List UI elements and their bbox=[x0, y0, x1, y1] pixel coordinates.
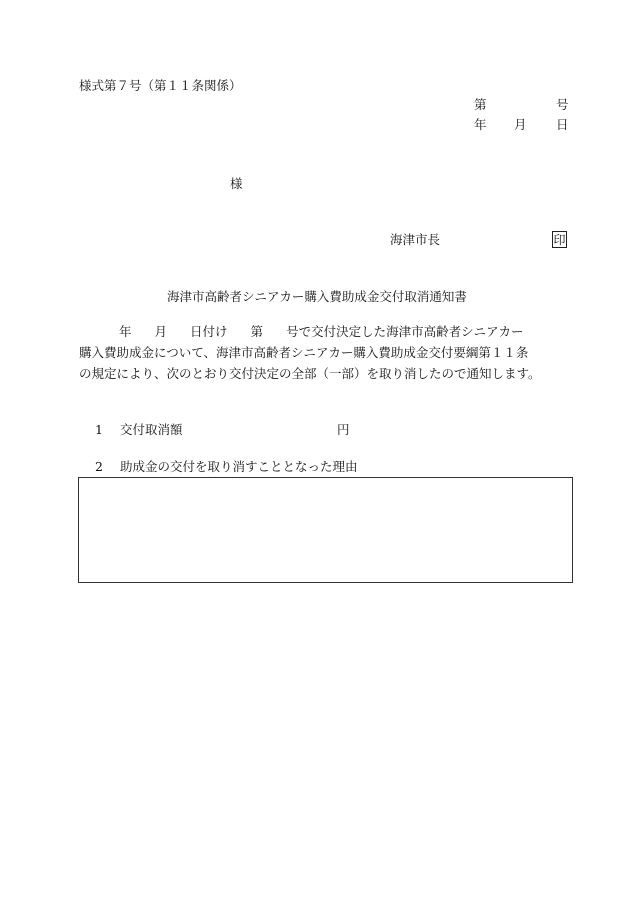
body-dated-label: 日付け bbox=[190, 324, 228, 339]
recipient-honorific: 様 bbox=[230, 176, 243, 191]
issue-number-suffix: 号 bbox=[556, 97, 569, 112]
issuer-title: 海津市長 bbox=[390, 232, 441, 247]
body-line-1-rest: 号で交付決定した海津市高齢者シニアカー bbox=[286, 324, 524, 339]
document-title: 海津市高齢者シニアカー購入費助成金交付取消通知書 bbox=[167, 289, 467, 304]
date-year-label: 年 bbox=[474, 117, 487, 132]
item-2-number: 2 bbox=[95, 459, 103, 474]
seal-stamp: 印 bbox=[553, 232, 566, 247]
body-line-1 bbox=[79, 326, 523, 339]
form-number: 様式第７号（第１１条関係） bbox=[79, 78, 242, 93]
body-number-prefix: 第 bbox=[250, 324, 264, 339]
issue-number-label: 第 bbox=[474, 97, 487, 112]
reason-box[interactable] bbox=[78, 477, 573, 583]
item-1-unit: 円 bbox=[337, 422, 350, 437]
body-line-2: 購入費助成金について、海津市高齢者シニアカー購入費助成金交付要綱第１１条 bbox=[79, 345, 529, 360]
date-day-label: 日 bbox=[556, 117, 569, 132]
item-1-number: 1 bbox=[95, 422, 103, 437]
item-1-label: 交付取消額 bbox=[120, 422, 183, 437]
item-2-label: 助成金の交付を取り消すこととなった理由 bbox=[120, 459, 358, 474]
body-line-3: の規定により、次のとおり交付決定の全部（一部）を取り消したので通知します。 bbox=[79, 366, 541, 381]
body-year-label: 年 bbox=[119, 324, 132, 339]
body-month-label: 月 bbox=[154, 324, 168, 339]
date-month-label: 月 bbox=[514, 117, 527, 132]
